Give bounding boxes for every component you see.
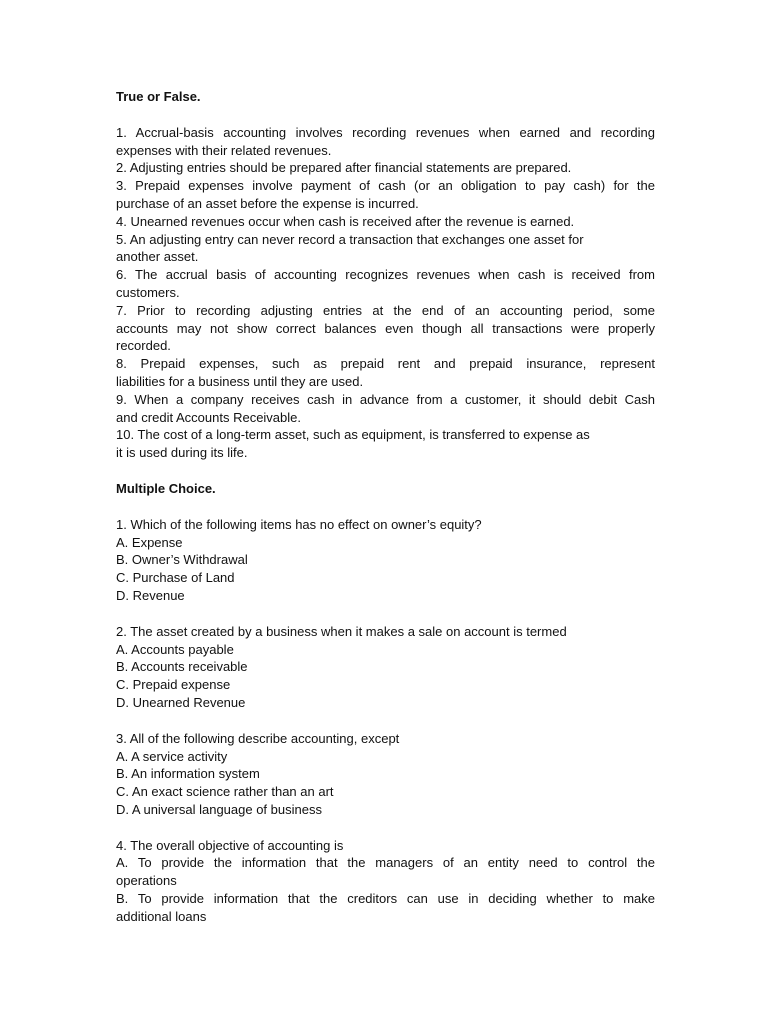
tf-item-7-line-2: accounts may not show correct balances even though all transactions were properly: [116, 320, 655, 336]
tf-item-5-line-2: another asset.: [116, 249, 199, 265]
tf-item-2: [116, 159, 655, 177]
mc-option: C. Purchase of Land: [116, 570, 235, 586]
mc-question-text: 2. The asset created by a business when it makes a sale on account is termed: [116, 623, 567, 639]
tf-item-7-line-1: 7. Prior to recording adjusting entries at the end of an accounting period, some: [116, 302, 655, 318]
mc-option-line: B. To provide information that the creditors can use in deciding whether to make: [116, 891, 655, 907]
mc-option-line: additional loans: [116, 908, 207, 924]
tf-item-8-line-2: liabilities for a business until they are used.: [116, 373, 364, 389]
tf-item-2-line-1: 2. Adjusting entries should be prepared after financial statements are prepared.: [116, 160, 572, 176]
tf-item-5: [116, 231, 655, 267]
mc-option-line: A. To provide the information that the managers of an entity need to control the: [116, 855, 655, 871]
tf-item-10: [116, 426, 655, 462]
mc-question-text: 4. The overall objective of accounting is: [116, 837, 344, 853]
mc-question-2: [116, 623, 655, 712]
tf-item-10-line-1: 10. The cost of a long-term asset, such as equipment, is transferred to expense as: [116, 427, 590, 443]
mc-option: B. Owner’s Withdrawal: [116, 552, 248, 568]
tf-item-6: [116, 266, 655, 302]
tf-item-9-line-2: and credit Accounts Receivable.: [116, 409, 301, 425]
tf-item-6-line-1: 6. The accrual basis of accounting recognizes revenues when cash is received from: [116, 267, 655, 283]
mc-question-3: [116, 730, 655, 819]
mc-option: A. Expense: [116, 534, 183, 550]
mc-question-4: [116, 837, 655, 926]
tf-item-3-line-1: 3. Prepaid expenses involve payment of cash (or an obligation to pay cash) for the: [116, 178, 655, 194]
mc-option: C. An exact science rather than an art: [116, 784, 334, 800]
tf-item-8-line-1: 8. Prepaid expenses, such as prepaid rent and prepaid insurance, represent: [116, 356, 655, 372]
mc-option: C. Prepaid expense: [116, 677, 231, 693]
tf-item-7-line-3: recorded.: [116, 338, 171, 354]
multiple-choice-heading: Multiple Choice.: [116, 480, 216, 496]
tf-item-9-line-1: 9. When a company receives cash in advance from a customer, it should debit Cash: [116, 391, 655, 407]
tf-item-4-line-1: 4. Unearned revenues occur when cash is received after the revenue is earned.: [116, 213, 575, 229]
tf-item-8: [116, 355, 655, 391]
tf-item-1-line-1: 1. Accrual-basis accounting involves recording revenues when earned and recording: [116, 124, 655, 140]
mc-option: A. A service activity: [116, 748, 228, 764]
tf-item-6-line-2: customers.: [116, 284, 180, 300]
tf-item-7: [116, 302, 655, 355]
mc-option: D. Unearned Revenue: [116, 694, 246, 710]
mc-question-text: 1. Which of the following items has no effect on owner’s equity?: [116, 516, 482, 532]
true-false-list: [116, 124, 655, 462]
tf-item-1: [116, 124, 655, 160]
mc-option: B. An information system: [116, 766, 260, 782]
mc-option: D. A universal language of business: [116, 801, 322, 817]
tf-item-3: [116, 177, 655, 213]
mc-option-line: operations: [116, 873, 177, 889]
mc-question-text: 3. All of the following describe accounting, except: [116, 730, 400, 746]
tf-item-10-line-2: it is used during its life.: [116, 445, 248, 461]
mc-option: B. Accounts receivable: [116, 659, 248, 675]
tf-item-1-line-2: expenses with their related revenues.: [116, 142, 332, 158]
document-page: [116, 88, 655, 926]
tf-item-3-line-2: purchase of an asset before the expense is incurred.: [116, 195, 419, 211]
true-false-heading: True or False.: [116, 89, 201, 104]
tf-item-9: [116, 391, 655, 427]
mc-option: D. Revenue: [116, 587, 185, 603]
mc-option: A. Accounts payable: [116, 641, 234, 657]
tf-item-4: [116, 213, 655, 231]
tf-item-5-line-1: 5. An adjusting entry can never record a transaction that exchanges one asset for: [116, 231, 584, 247]
mc-question-1: [116, 516, 655, 605]
